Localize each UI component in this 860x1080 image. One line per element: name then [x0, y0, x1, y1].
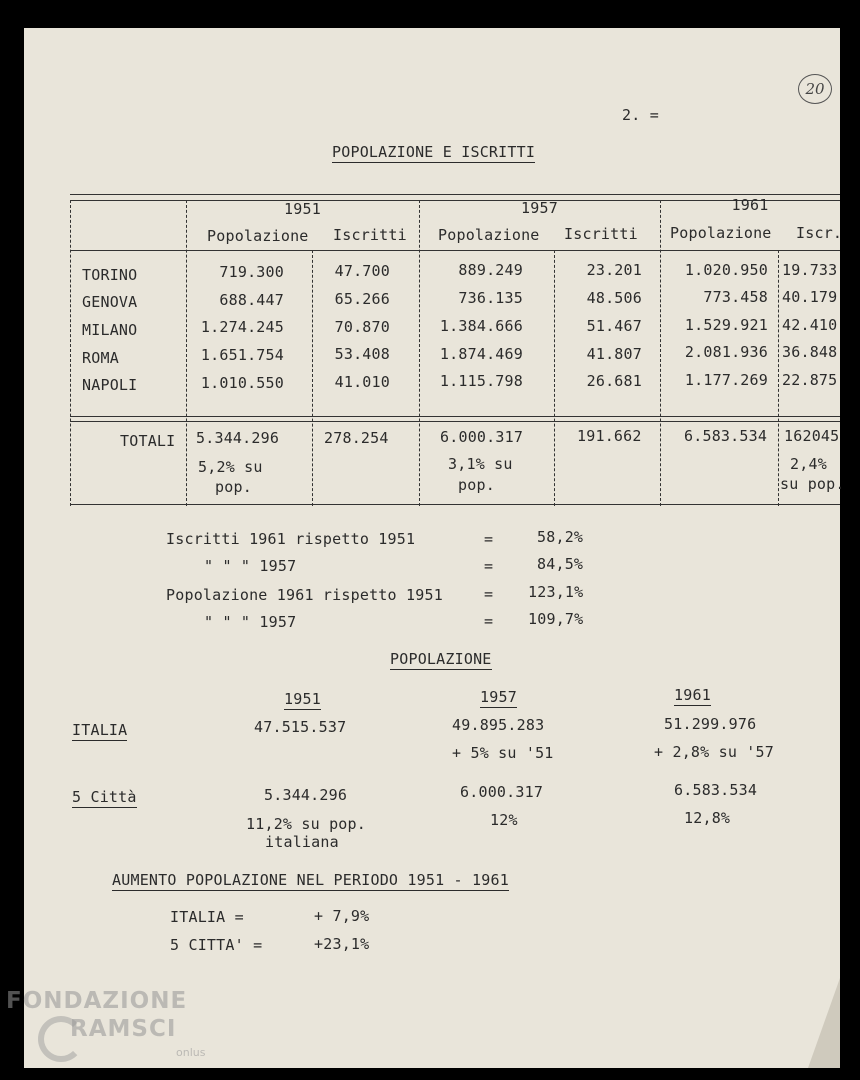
page-number: 2. =	[622, 106, 659, 124]
year-1957-header: 1957	[521, 199, 558, 217]
citta-1951-note2: italiana	[265, 833, 339, 851]
cell-i51: 65.266	[334, 290, 390, 308]
citta-1951: 5.344.296	[264, 786, 348, 804]
col-popolazione-1951: Popolazione	[207, 227, 309, 245]
cell-i51: 70.870	[334, 318, 390, 336]
cell-i61: 19.733	[782, 261, 838, 279]
citta-1957-note: 12%	[490, 811, 518, 829]
cell-p57: 1.384.666	[439, 317, 523, 335]
year-1951-header: 1951	[284, 200, 321, 218]
cell-p61: 773.458	[703, 288, 768, 306]
cell-i57: 41.807	[586, 345, 642, 363]
ratio-label: " " " 1957	[204, 557, 297, 575]
total-i51: 278.254	[324, 429, 389, 447]
ratio-value: 109,7%	[528, 610, 584, 628]
total-p51-note2: pop.	[215, 478, 252, 496]
col-popolazione-1961: Popolazione	[670, 224, 772, 242]
cell-i51: 53.408	[334, 345, 390, 363]
total-p51-note: 5,2% su	[198, 458, 263, 476]
citta-1957: 6.000.317	[460, 783, 544, 801]
total-p57-note: 3,1% su	[448, 455, 513, 473]
city-name: GENOVA	[82, 293, 138, 311]
watermark-line1: FONDAZIONE	[6, 988, 188, 1014]
cell-p51: 688.447	[219, 291, 284, 309]
ratio-value: 58,2%	[537, 528, 584, 546]
folded-corner	[808, 978, 840, 1068]
cell-p57: 1.874.469	[439, 345, 523, 363]
col-iscritti-1957: Iscritti	[564, 225, 638, 243]
col-popolazione-1957: Popolazione	[438, 226, 540, 244]
citta-label: 5 Città	[72, 788, 137, 806]
cell-p61: 1.177.269	[684, 371, 768, 389]
cell-p51: 1.010.550	[200, 374, 284, 392]
ratio-label: " " " 1957	[204, 613, 297, 631]
cell-i61: 22.875	[782, 371, 838, 389]
cell-p51: 1.651.754	[200, 346, 284, 364]
italia-1951: 47.515.537	[254, 718, 347, 736]
citta-1961: 6.583.534	[674, 781, 758, 799]
col-iscritti-1961: Iscr.	[796, 224, 843, 242]
cell-i61: 36.848	[782, 343, 838, 361]
ratio-value: 84,5%	[537, 555, 584, 573]
italia-1957-note: + 5% su '51	[452, 744, 554, 762]
aumento-citta-value: +23,1%	[314, 935, 370, 953]
cell-i57: 48.506	[586, 289, 642, 307]
cell-i51: 41.010	[334, 373, 390, 391]
cell-p61: 1.529.921	[684, 316, 768, 334]
city-name: ROMA	[82, 349, 119, 367]
cell-p57: 889.249	[458, 261, 523, 279]
total-i61-note: 2,4%	[790, 455, 827, 473]
city-name: NAPOLI	[82, 376, 138, 394]
total-p61: 6.583.534	[684, 427, 768, 445]
cell-p51: 1.274.245	[200, 318, 284, 336]
cell-p57: 736.135	[458, 289, 523, 307]
total-i61-note2: su pop.	[780, 475, 845, 493]
italia-1961-note: + 2,8% su '57	[654, 743, 774, 761]
city-name: MILANO	[82, 321, 138, 339]
ratio-eq: =	[484, 612, 494, 630]
cell-i57: 23.201	[586, 261, 642, 279]
ratio-value: 123,1%	[528, 583, 584, 601]
cell-p61: 2.081.936	[684, 343, 768, 361]
year-1951: 1951	[284, 690, 321, 708]
total-i57: 191.662	[577, 427, 642, 445]
year-1957: 1957	[480, 688, 517, 706]
section-title-aumento: AUMENTO POPOLAZIONE NEL PERIODO 1951 - 1961	[112, 871, 509, 889]
cell-p57: 1.115.798	[439, 372, 523, 390]
page-title: POPOLAZIONE E ISCRITTI	[332, 143, 536, 161]
ratio-eq: =	[484, 585, 494, 603]
cell-i57: 51.467	[586, 317, 642, 335]
italia-1957: 49.895.283	[452, 716, 545, 734]
italia-label: ITALIA	[72, 721, 128, 739]
watermark-line2: RAMSCI	[70, 1016, 177, 1042]
ratio-label: Popolazione 1961 rispetto 1951	[166, 586, 443, 604]
cell-p51: 719.300	[219, 263, 284, 281]
year-1961-header: 1961	[731, 196, 769, 214]
page-mark: 20	[798, 74, 832, 104]
total-p51: 5.344.296	[196, 429, 280, 447]
aumento-italia-value: + 7,9%	[314, 907, 370, 925]
italia-1961: 51.299.976	[664, 715, 757, 733]
document-page	[24, 28, 845, 1068]
year-1961: 1961	[674, 686, 711, 704]
aumento-italia-label: ITALIA =	[170, 908, 244, 926]
cell-i51: 47.700	[334, 262, 390, 280]
total-p57: 6.000.317	[440, 428, 524, 446]
total-i61: 162045	[784, 427, 840, 445]
citta-1951-note: 11,2% su pop.	[246, 815, 366, 833]
totals-label: TOTALI	[120, 432, 176, 450]
col-iscritti-1951: Iscritti	[333, 226, 407, 244]
cell-i61: 40.179	[782, 288, 838, 306]
total-p57-note2: pop.	[458, 476, 495, 494]
watermark-line3: onlus	[176, 1046, 206, 1059]
section-title-popolazione: POPOLAZIONE	[390, 650, 492, 668]
ratio-eq: =	[484, 557, 494, 575]
citta-1961-note: 12,8%	[684, 809, 731, 827]
ratio-label: Iscritti 1961 rispetto 1951	[166, 530, 416, 548]
city-name: TORINO	[82, 266, 138, 284]
ratio-eq: =	[484, 530, 494, 548]
cell-i61: 42.410	[782, 316, 838, 334]
cell-p61: 1.020.950	[684, 261, 768, 279]
cell-i57: 26.681	[586, 372, 642, 390]
aumento-citta-label: 5 CITTA' =	[170, 936, 263, 954]
